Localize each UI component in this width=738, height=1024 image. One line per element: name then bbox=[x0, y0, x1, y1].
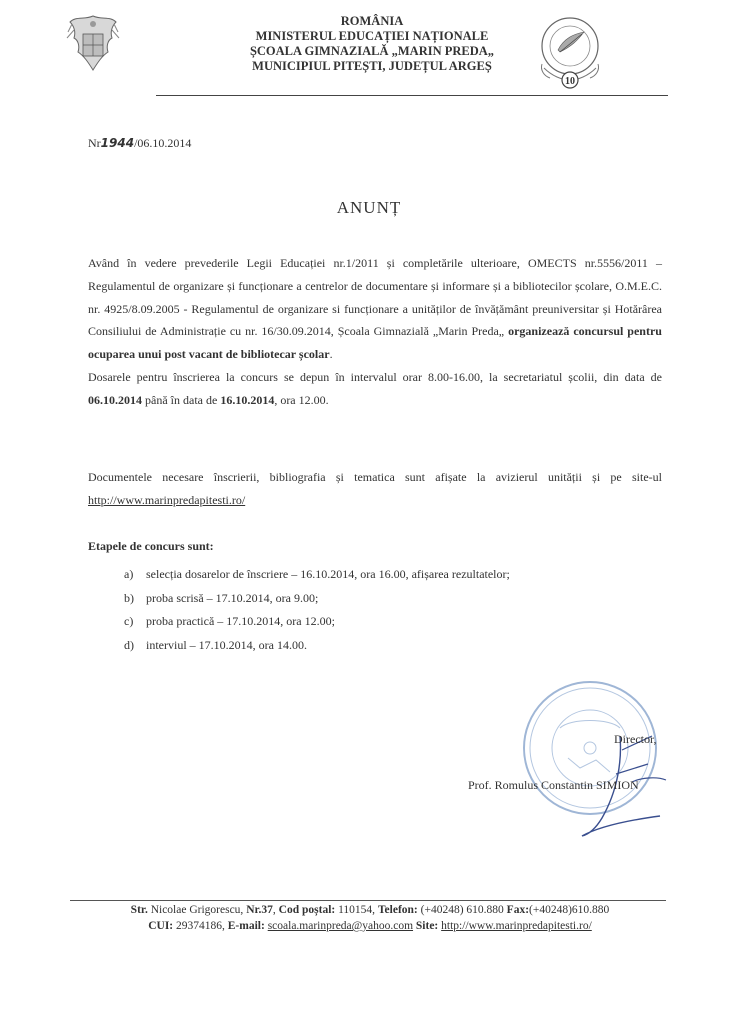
postal-label: Cod poștal: bbox=[278, 904, 336, 916]
legal-basis-text: Având în vedere prevederile Legii Educației nr.1/2011 și completările ulterioare, OMECTS nr.5556/2011 – Regulamentul de organizare și funcționare a centrelor de documentare și informare și a bibliotecilor școlare, O.M.E.C. nr. 4925/8.09.2005 - Regulamentul de organizare si funcționare a unităților de învățământ preuniversitar și Hotărârea Consiliului de Administrație cu nr. 16/30.09.2014, Școala Gimnazială „Marin Preda„ bbox=[88, 256, 662, 339]
phone-label: Telefon: bbox=[377, 904, 418, 916]
stages-title: Etapele de concurs sunt: bbox=[88, 539, 214, 553]
contest-statement: organizează concursul pentru ocuparea unui post vacant de bibliotecar școlar bbox=[88, 324, 662, 362]
stage-letter: d) bbox=[124, 637, 134, 652]
header-school: ȘCOALA GIMNAZIALĂ „MARIN PREDA„ bbox=[249, 44, 495, 58]
cui-label: CUI: bbox=[148, 920, 174, 932]
registration-prefix: Nr bbox=[88, 136, 101, 150]
announcement-title: ANUNȚ bbox=[336, 198, 402, 217]
email-label: E-mail: bbox=[227, 920, 265, 932]
number-value: Nr.37 bbox=[246, 904, 273, 916]
footer-id-line bbox=[60, 918, 680, 934]
stage-letter: b) bbox=[124, 590, 134, 605]
submission-text: Dosarele pentru înscrierea la concurs se depun în intervalul orar 8.00-16.00, la secretariatul școlii, din data de bbox=[88, 369, 662, 384]
announcement-body bbox=[88, 252, 662, 412]
stage-text: interviul – 17.10.2014, ora 14.00. bbox=[146, 637, 307, 652]
street-value: Nicolae Grigorescu, bbox=[147, 904, 247, 916]
street-label: Str. bbox=[130, 904, 148, 916]
footer-contact bbox=[60, 902, 680, 934]
legal-basis-end: . bbox=[329, 347, 333, 362]
footer-address-line bbox=[60, 902, 680, 918]
logo-number: 10 bbox=[565, 76, 575, 87]
documents-text: Documentele necesare înscrierii, bibliografia și tematica sunt afișate la avizierul unității și pe site-ul bbox=[88, 470, 662, 484]
submission-end: , ora 12.00. bbox=[274, 392, 329, 407]
paragraph-submission bbox=[88, 366, 662, 412]
registration-handwritten-number: 1944 bbox=[100, 136, 135, 150]
fax-label: Fax: bbox=[506, 904, 530, 916]
stage-text: selecția dosarelor de înscriere – 16.10.2014, ora 16.00, afișarea rezultatelor; bbox=[146, 567, 510, 581]
footer-divider bbox=[70, 900, 666, 901]
registration-number bbox=[88, 136, 191, 151]
fax-value: (+40248)610.880 bbox=[529, 904, 610, 916]
list-item bbox=[124, 634, 510, 658]
site-link[interactable]: http://www.marinpredapitesti.ro/ bbox=[441, 920, 592, 932]
email-link[interactable]: scoala.marinpreda@yahoo.com bbox=[267, 920, 414, 932]
number-sep: , bbox=[272, 904, 279, 916]
signatory-name: Prof. Romulus Constantin SIMION bbox=[468, 778, 639, 792]
submission-end-date: 16.10.2014 bbox=[220, 392, 275, 407]
stage-letter: a) bbox=[124, 567, 134, 581]
paragraph-documents bbox=[88, 466, 662, 512]
header-divider bbox=[156, 95, 668, 96]
signatory-role: Director, bbox=[614, 732, 657, 746]
cui-value: 29374186, bbox=[173, 920, 228, 932]
stage-text: proba scrisă – 17.10.2014, ora 9.00; bbox=[146, 590, 319, 605]
list-item bbox=[124, 587, 510, 611]
header-country: ROMÂNIA bbox=[340, 14, 404, 28]
header-municipality: MUNICIPIUL PITEȘTI, JUDEȚUL ARGEȘ bbox=[252, 59, 492, 73]
school-logo-icon bbox=[530, 10, 610, 92]
list-item bbox=[124, 610, 510, 634]
stages-list bbox=[124, 563, 510, 657]
site-label: Site: bbox=[415, 920, 439, 932]
registration-date: /06.10.2014 bbox=[134, 136, 192, 150]
list-item bbox=[124, 563, 510, 587]
header-ministry: MINISTERUL EDUCAȚIEI NAȚIONALE bbox=[255, 29, 489, 43]
submission-start-date: 06.10.2014 bbox=[88, 392, 142, 407]
stage-letter: c) bbox=[124, 614, 134, 628]
website-link[interactable]: http://www.marinpredapitesti.ro/ bbox=[88, 492, 246, 507]
stage-text: proba practică – 17.10.2014, ora 12.00; bbox=[146, 614, 335, 628]
coat-of-arms-icon bbox=[64, 12, 122, 74]
submission-mid: până în data de bbox=[142, 392, 221, 407]
postal-value: 110154, bbox=[335, 904, 378, 916]
institution-header bbox=[200, 14, 544, 74]
phone-value: (+40248) 610.880 bbox=[417, 904, 507, 916]
paragraph-legal-basis bbox=[88, 252, 662, 366]
